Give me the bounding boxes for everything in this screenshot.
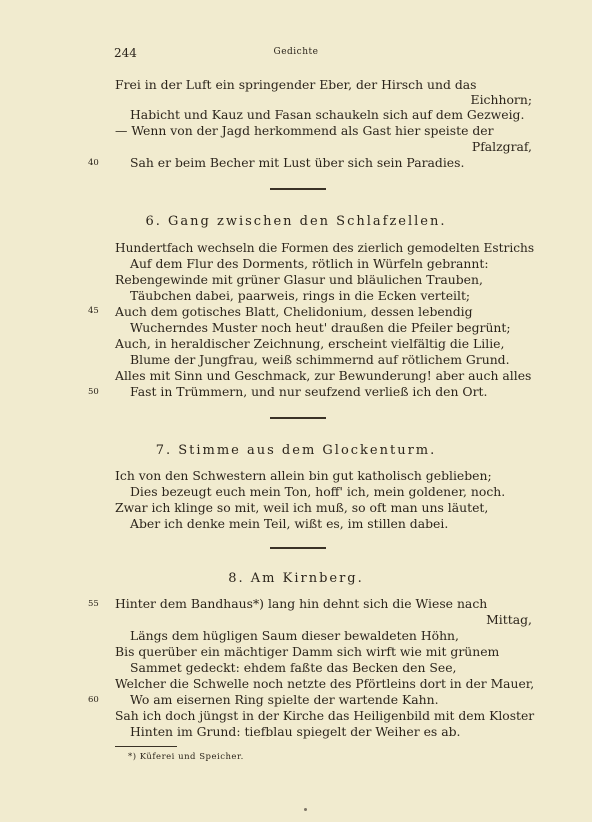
page-header xyxy=(0,46,592,62)
line-number: 40 xyxy=(88,158,99,168)
poem-line: Hinter dem Bandhaus*) lang hin dehnt sich die Wiese nach xyxy=(115,596,488,611)
poem-line: Welcher die Schwelle noch netzte des Pförtleins dort in der Mauer, xyxy=(115,676,535,691)
line-number: 55 xyxy=(88,599,99,609)
section-divider xyxy=(270,547,326,549)
poem-line: Frei in der Luft ein springender Eber, der Hirsch und das xyxy=(115,77,477,92)
poem-line: Pfalzgraf, xyxy=(471,139,532,154)
section-divider xyxy=(270,417,326,419)
poem-line: Dies bezeugt euch mein Ton, hoff' ich, mein goldener, noch. xyxy=(130,484,506,499)
poem-line: Sah er beim Becher mit Lust über sich sein Paradies. xyxy=(130,155,465,170)
poem-line: — Wenn von der Jagd herkommend als Gast hier speiste der xyxy=(115,123,494,138)
line-number: 45 xyxy=(88,306,99,316)
poem-line: Auch, in heraldischer Zeichnung, erscheint vielfältig die Lilie, xyxy=(115,336,505,351)
poem-line: Alles mit Sinn und Geschmack, zur Bewunderung! aber auch alles xyxy=(115,368,532,383)
poem-line: Auch dem gotisches Blatt, Chelidonium, dessen lebendig xyxy=(115,304,473,319)
poem-title: 6. Gang zwischen den Schlafzellen. xyxy=(145,214,447,229)
print-mark xyxy=(304,808,307,811)
section-divider xyxy=(270,188,326,190)
poem-line: Zwar ich klinge so mit, weil ich muß, so oft man uns läutet, xyxy=(115,500,489,515)
poem-title: 8. Am Kirnberg. xyxy=(228,571,364,586)
poem-line: Mittag, xyxy=(486,612,532,627)
poem-line: Sah ich doch jüngst in der Kirche das Heiligenbild mit dem Kloster xyxy=(115,708,535,723)
poem-line: Täubchen dabei, paarweis, rings in die Ecken verteilt; xyxy=(130,288,471,303)
poem-line: Wucherndes Muster noch heut' draußen die Pfeiler begrünt; xyxy=(130,320,511,335)
poem-line: Bis querüber ein mächtiger Damm sich wirft wie mit grünem xyxy=(115,644,500,659)
poem-line: Hinten im Grund: tiefblau spiegelt der Weiher es ab. xyxy=(130,724,461,739)
line-number: 50 xyxy=(88,387,99,397)
footnote-divider xyxy=(115,746,177,747)
poem-line: Wo am eisernen Ring spielte der wartende Kahn. xyxy=(130,692,439,707)
poem-line: Blume der Jungfrau, weiß schimmernd auf rötlichem Grund. xyxy=(130,352,510,367)
running-head: Gedichte xyxy=(273,47,319,57)
poem-line: Fast in Trümmern, und nur seufzend verließ ich den Ort. xyxy=(130,384,488,399)
poem-line: Auf dem Flur des Dorments, rötlich in Würfeln gebrannt: xyxy=(130,256,489,271)
footnote: *) Küferei und Speicher. xyxy=(128,752,244,762)
poem-line: Hundertfach wechseln die Formen des zierlich gemodelten Estrichs xyxy=(115,240,535,255)
poem-line: Eichhorn; xyxy=(470,92,532,107)
poem-line: Sammet gedeckt: ehdem faßte das Becken den See, xyxy=(130,660,457,675)
page-number: 244 xyxy=(114,46,137,60)
poem-line: Habicht und Kauz und Fasan schaukeln sich auf dem Gezweig. xyxy=(130,107,525,122)
poem-line: Längs dem hügligen Saum dieser bewaldeten Höhn, xyxy=(130,628,459,643)
poem-line: Ich von den Schwestern allein bin gut katholisch geblieben; xyxy=(115,468,492,483)
poem-line: Rebengewinde mit grüner Glasur und bläulichen Trauben, xyxy=(115,272,483,287)
poem-line: Aber ich denke mein Teil, wißt es, im stillen dabei. xyxy=(130,516,449,531)
poem-title: 7. Stimme aus dem Glockenturm. xyxy=(155,443,437,458)
line-number: 60 xyxy=(88,695,99,705)
